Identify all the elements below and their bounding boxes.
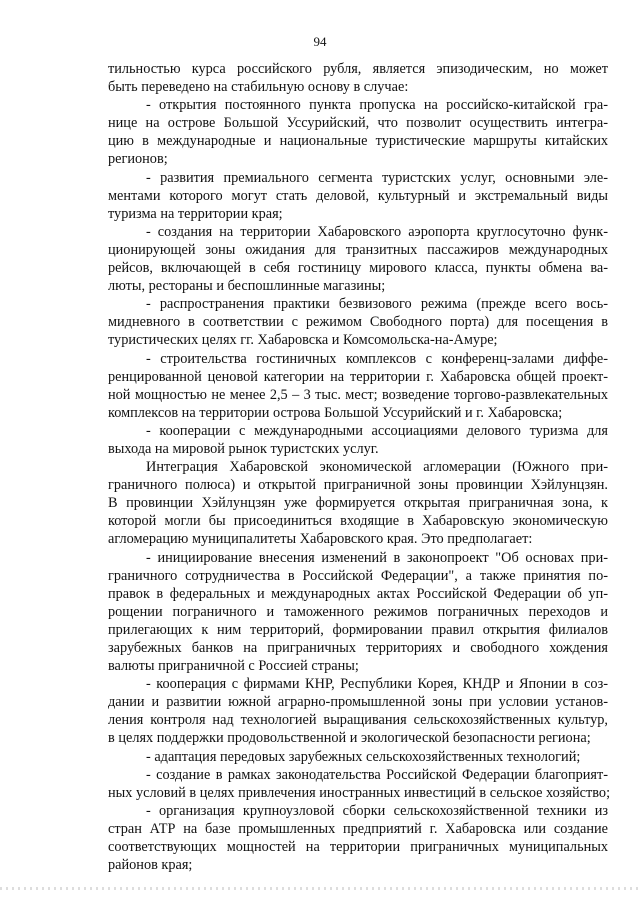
text-line: валюты приграничной с Россией страны;	[108, 658, 359, 675]
text-line: граничного сотрудничества в Российской Федерации", а также принятия по-	[108, 567, 608, 584]
text-line: стран АТР на базе промышленных предприятий г. Хабаровска или создание	[108, 820, 608, 837]
text-line: - открытия постоянного пункта пропуска на российско-китайской гра-	[146, 97, 608, 114]
text-line: ментами которого могут стать деловой, культурный и экстремальный виды	[108, 187, 608, 204]
text-line: Интеграция Хабаровской экономической агломерации (Южного при-	[146, 459, 608, 476]
text-line: ренцированной ценовой категории на территории г. Хабаровска общей проект-	[108, 368, 608, 385]
text-line: агломерацию муниципалитеты Хабаровского края. Это предполагает:	[108, 531, 533, 548]
text-line: - развития премиального сегмента туристских услуг, основными эле-	[146, 169, 608, 186]
page-number: 94	[313, 34, 327, 49]
text-line: люты, рестораны и беспошлинные магазины;	[108, 278, 386, 295]
text-line: - распространения практики безвизового режима (прежде всего вось-	[146, 296, 608, 313]
text-line: - адаптация передовых зарубежных сельскохозяйственных технологий;	[146, 748, 581, 765]
text-line: - создание в рамках законодательства Российской Федерации благоприят-	[146, 766, 608, 783]
text-line: мидневного в соответствии с режимом Свободного порта) для посещения в	[108, 314, 608, 331]
text-line: правок в федеральных и международных актах Российской Федерации об уп-	[108, 585, 608, 602]
text-line: ных условий в целях привлечения иностранных инвестиций в сельское хозяйство;	[108, 784, 611, 801]
text-line: соответствующих мощностей на территории приграничных муниципальных	[108, 839, 608, 856]
text-line: рейсов, включающей в себя гостиницу мирового класса, пункты обмена ва-	[108, 260, 608, 277]
text-line: комплексов на территории острова Большой Уссурийский и г. Хабаровска;	[108, 404, 563, 421]
text-line: районов края;	[108, 857, 193, 874]
text-line: - создания на территории Хабаровского аэропорта круглосуточно функ-	[146, 223, 608, 240]
text-line: цию в международные и национальные туристические маршруты китайских	[108, 133, 608, 150]
document-body	[108, 60, 611, 874]
text-line: - кооперации с международными ассоциациями делового туризма для	[146, 422, 608, 439]
text-line: тильностью курса российского рубля, является эпизодическим, но может	[108, 61, 608, 77]
text-line: рощении пограничного и таможенного режимов пограничных переходов и	[108, 603, 608, 620]
text-line: ционирующей зоны ожидания для транзитных пассажиров международных	[108, 241, 608, 258]
text-line: регионов;	[108, 151, 168, 168]
text-line: ления контроля над технологией выращивания сельскохозяйственных культур,	[108, 712, 608, 729]
text-line: в целях поддержки продовольственной и экологической безопасности региона;	[108, 730, 591, 747]
text-line: дании и развитии южной аграрно-промышленной зоны при условии установ-	[108, 694, 608, 711]
scan-edge-noise	[0, 887, 640, 890]
text-line: туризма на территории края;	[108, 205, 283, 222]
text-line: - строительства гостиничных комплексов с конференц-залами диффе-	[146, 350, 608, 367]
text-line: быть переведено на стабильную основу в случае:	[108, 79, 409, 96]
text-line: которой могли бы присоединиться входящие в Хабаровскую экономическую	[108, 513, 608, 530]
text-line: ной мощностью не менее 2,5 – 3 тыс. мест; возведение торгово-развлекательных	[108, 386, 608, 403]
text-line: нице на острове Большой Уссурийский, что позволит осуществить интегра-	[108, 115, 608, 132]
text-line: В провинции Хэйлунцзян уже формируется открытая приграничная зона, к	[108, 495, 608, 512]
text-line: граничного полюса) и открытой приграничной зоны провинции Хэйлунцзян.	[108, 477, 608, 494]
text-line: - организация крупноузловой сборки сельскохозяйственной техники из	[146, 802, 608, 819]
text-line: туристических целях гг. Хабаровска и Комсомольска-на-Амуре;	[108, 332, 498, 349]
text-line: - инициирование внесения изменений в законопроект "Об основах при-	[146, 549, 608, 566]
text-line: выхода на мировой рынок туристских услуг.	[108, 440, 379, 457]
text-line: зарубежных банков на приграничных территориях и свободного хождения	[108, 640, 608, 656]
text-line: - кооперация с фирмами КНР, Республики Корея, КНДР и Японии в соз-	[146, 676, 608, 693]
text-line: прилегающих к ним территорий, формировании правил открытия филиалов	[108, 621, 608, 638]
